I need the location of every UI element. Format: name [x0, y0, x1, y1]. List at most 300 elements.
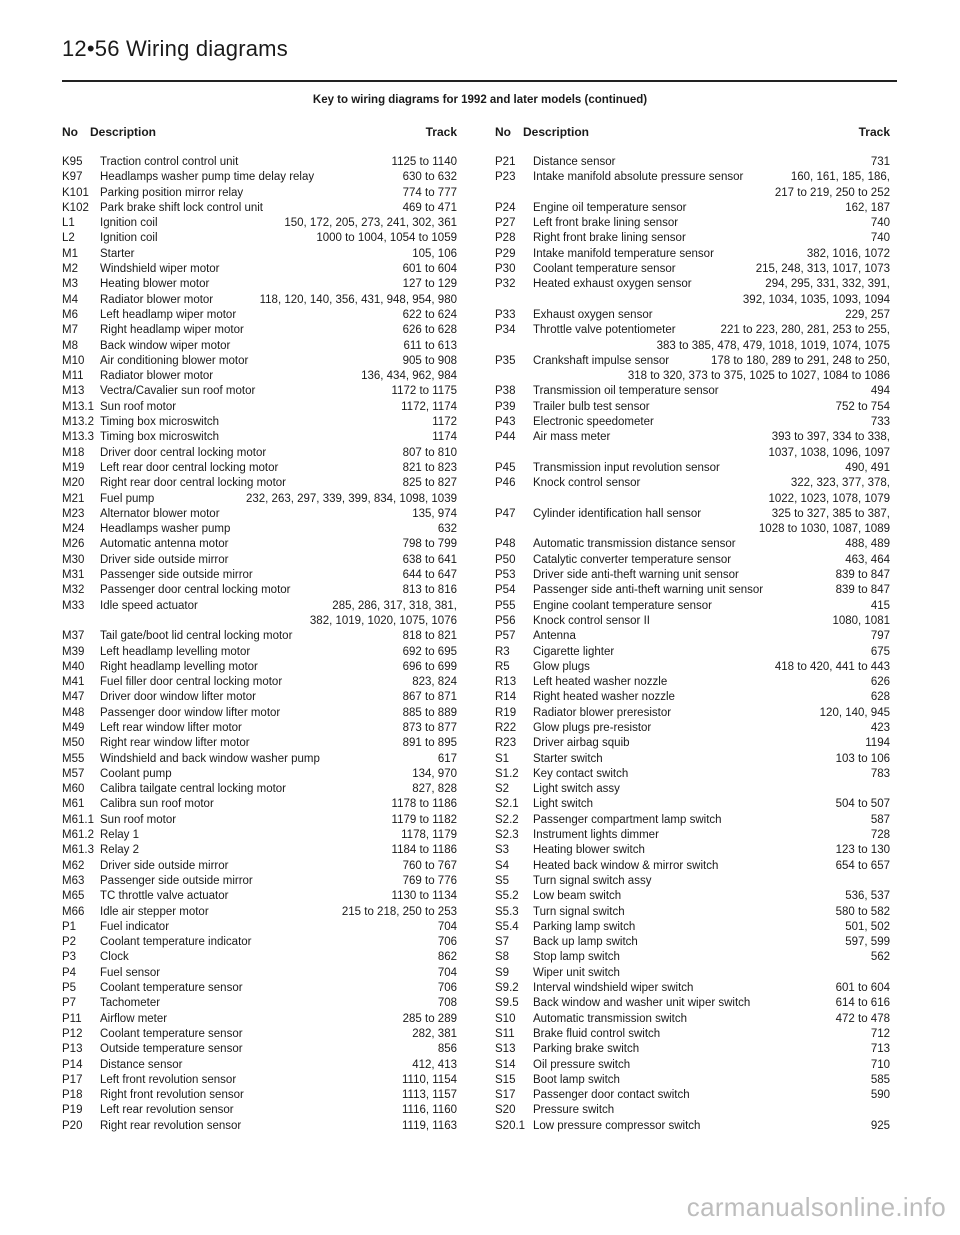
entry-no: M21	[62, 492, 85, 505]
entry-description: Passenger door contact switch	[533, 1089, 690, 1102]
list-item	[62, 446, 457, 461]
entry-no: M61.3	[62, 844, 94, 857]
entry-track: 712	[870, 1027, 890, 1040]
entry-track: 821 to 823	[402, 461, 457, 474]
entry-description: Right headlamp levelling motor	[100, 660, 258, 673]
list-item	[495, 323, 890, 354]
entry-track: 501, 502	[845, 920, 890, 933]
entry-track-continued: 1028 to 1030, 1087, 1089	[758, 523, 890, 536]
entry-no: P14	[62, 1058, 83, 1071]
entry-track: 797	[870, 630, 890, 643]
list-item	[62, 170, 457, 185]
entry-description: Key contact switch	[533, 767, 629, 780]
entry-no: M65	[62, 890, 85, 903]
entry-description: Headlamps washer pump time delay relay	[100, 171, 315, 184]
entry-no: P46	[495, 477, 516, 490]
list-item	[62, 308, 457, 323]
right-entry-list	[495, 155, 890, 1134]
entry-no: M61.2	[62, 829, 94, 842]
entry-track: 285, 286, 317, 318, 381,	[332, 599, 457, 612]
list-item	[495, 782, 890, 797]
entry-track: 423	[870, 721, 890, 734]
entry-description: Catalytic converter temperature sensor	[533, 553, 732, 566]
entry-track: 760 to 767	[402, 859, 457, 872]
entry-track: 713	[870, 1043, 890, 1056]
entry-no: P55	[495, 599, 516, 612]
entry-no: P1	[62, 920, 77, 933]
entry-no: M40	[62, 660, 85, 673]
entry-track: 905 to 908	[402, 354, 457, 367]
entry-track: 135, 974	[412, 507, 457, 520]
entry-track: 229, 257	[845, 308, 890, 321]
list-item	[495, 935, 890, 950]
list-item	[495, 1027, 890, 1042]
entry-no: S5.2	[495, 890, 519, 903]
list-item	[62, 231, 457, 246]
entry-description: Trailer bulb test sensor	[533, 400, 650, 413]
list-item	[62, 293, 457, 308]
entry-no: P4	[62, 966, 77, 979]
entry-description: Alternator blower motor	[100, 507, 220, 520]
entry-description: Left rear door central locking motor	[100, 461, 279, 474]
entry-description: Right front revolution sensor	[100, 1089, 244, 1102]
header-description: Description	[523, 125, 590, 139]
list-item	[62, 752, 457, 767]
entry-track: 873 to 877	[402, 721, 457, 734]
list-item	[62, 522, 457, 537]
list-item	[495, 920, 890, 935]
header-rule	[62, 80, 897, 82]
entry-no: S15	[495, 1073, 516, 1086]
entry-no: S2	[495, 783, 510, 796]
entry-description: Relay 1	[100, 829, 139, 842]
entry-description: Brake fluid control switch	[533, 1027, 661, 1040]
header-track: Track	[425, 125, 457, 139]
entry-description: Knock control sensor II	[533, 614, 650, 627]
entry-no: M63	[62, 874, 85, 887]
entry-no: P12	[62, 1027, 83, 1040]
entry-no: M10	[62, 354, 85, 367]
list-item	[62, 920, 457, 935]
entry-track: 839 to 847	[835, 569, 890, 582]
entry-description: Timing box microswitch	[100, 416, 220, 429]
entry-no: S2.1	[495, 798, 519, 811]
entry-track: 644 to 647	[402, 569, 457, 582]
entry-track: 891 to 895	[402, 737, 457, 750]
entry-track-continued: 382, 1019, 1020, 1075, 1076	[309, 614, 457, 627]
entry-no: K95	[62, 156, 83, 168]
page-number: 12•56	[62, 36, 120, 61]
list-item	[62, 859, 457, 874]
entry-track: 127 to 129	[402, 278, 457, 291]
entry-track: 103 to 106	[835, 752, 890, 765]
entry-track: 469 to 471	[402, 201, 457, 214]
entry-track: 733	[870, 416, 890, 429]
list-item	[62, 1119, 457, 1134]
list-item	[62, 675, 457, 690]
entry-track: 1080, 1081	[832, 614, 890, 627]
entry-description: Knock control sensor	[533, 477, 641, 490]
entry-track: 630 to 632	[402, 171, 457, 184]
list-item	[62, 645, 457, 660]
entry-no: R13	[495, 676, 517, 689]
entry-track: 178 to 180, 289 to 291, 248 to 250,	[710, 354, 890, 367]
entry-description: Idle air stepper motor	[100, 905, 209, 918]
entry-description: Outside temperature sensor	[100, 1043, 243, 1056]
entry-no: P33	[495, 308, 516, 321]
list-item	[495, 262, 890, 277]
entry-track: 710	[870, 1058, 890, 1071]
entry-description: Parking brake switch	[533, 1043, 640, 1056]
header-no: No	[495, 125, 511, 139]
entry-track: 704	[437, 920, 457, 933]
entry-description: Starter switch	[533, 752, 603, 765]
entry-no: M7	[62, 324, 78, 337]
list-item	[62, 782, 457, 797]
list-item	[495, 736, 890, 751]
entry-description: Tail gate/boot lid central locking motor	[100, 630, 293, 643]
left-entry-list	[62, 155, 457, 1134]
list-item	[495, 247, 890, 262]
list-item	[62, 599, 457, 630]
entry-no: M62	[62, 859, 85, 872]
entry-track: 587	[870, 813, 890, 826]
entry-track: 774 to 777	[402, 186, 457, 199]
entry-no: M4	[62, 293, 78, 306]
entry-no: R22	[495, 721, 517, 734]
entry-description: Crankshaft impulse sensor	[533, 354, 670, 367]
entry-description: Intake manifold temperature sensor	[533, 247, 714, 260]
list-item	[495, 629, 890, 644]
list-item	[495, 1103, 890, 1118]
entry-description: Intake manifold absolute pressure sensor	[533, 171, 744, 184]
entry-description: Calibra sun roof motor	[100, 798, 214, 811]
entry-description: Radiator blower motor	[100, 370, 214, 383]
entry-track-continued: 392, 1034, 1035, 1093, 1094	[742, 293, 890, 306]
entry-description: Stop lamp switch	[533, 951, 620, 964]
entry-no: S5.4	[495, 920, 519, 933]
list-item	[495, 1012, 890, 1027]
entry-track: 692 to 695	[402, 645, 457, 658]
entry-no: P54	[495, 584, 516, 597]
entry-track: 150, 172, 205, 273, 241, 302, 361	[284, 217, 457, 230]
entry-no: M48	[62, 706, 85, 719]
entry-description: Right heated washer nozzle	[533, 691, 675, 704]
list-item	[62, 843, 457, 858]
list-item	[495, 874, 890, 889]
entry-description: Heating blower motor	[100, 278, 210, 291]
entry-track: 1110, 1154	[402, 1073, 457, 1086]
entry-track-continued: 1037, 1038, 1096, 1097	[768, 446, 890, 459]
list-item	[62, 1027, 457, 1042]
list-item	[62, 323, 457, 338]
entry-no: S10	[495, 1012, 516, 1025]
entry-description: Coolant temperature sensor	[100, 1027, 243, 1040]
entry-description: Calibra tailgate central locking motor	[100, 783, 287, 796]
entry-track: 393 to 397, 334 to 338,	[771, 431, 890, 444]
entry-no: P35	[495, 354, 516, 367]
entry-description: Relay 2	[100, 844, 139, 857]
entry-description: Transmission oil temperature sensor	[533, 385, 719, 398]
list-item	[62, 813, 457, 828]
entry-track: 818 to 821	[402, 630, 457, 643]
entry-track: 134, 970	[412, 767, 457, 780]
entry-track: 472 to 478	[835, 1012, 890, 1025]
entry-track: 282, 381	[412, 1027, 457, 1040]
list-item	[62, 430, 457, 445]
entry-no: M41	[62, 676, 85, 689]
list-item	[495, 507, 890, 538]
column-header	[495, 125, 890, 155]
entry-track: 562	[870, 951, 890, 964]
entry-description: Exhaust oxygen sensor	[533, 308, 653, 321]
entry-description: Left headlamp levelling motor	[100, 645, 251, 658]
entry-no: S4	[495, 859, 510, 872]
list-item	[62, 476, 457, 491]
list-item	[62, 996, 457, 1011]
entry-no: K97	[62, 171, 83, 184]
entry-no: P50	[495, 553, 516, 566]
list-item	[62, 1088, 457, 1103]
entry-track: 1116, 1160	[402, 1104, 457, 1117]
entry-description: TC throttle valve actuator	[100, 890, 229, 903]
list-item	[62, 507, 457, 522]
entry-description: Heating blower switch	[533, 844, 645, 857]
list-item	[495, 170, 890, 201]
list-item	[495, 476, 890, 507]
list-item	[495, 767, 890, 782]
entry-track: 232, 263, 297, 339, 399, 834, 1098, 1039	[245, 492, 457, 505]
entry-track: 783	[870, 767, 890, 780]
entry-track: 285 to 289	[402, 1012, 457, 1025]
entry-description: Engine coolant temperature sensor	[533, 599, 712, 612]
entry-track: 807 to 810	[402, 446, 457, 459]
list-item	[495, 216, 890, 231]
entry-track: 626	[870, 676, 890, 689]
entry-description: Park brake shift lock control unit	[100, 201, 263, 214]
entry-track: 105, 106	[412, 247, 457, 260]
entry-no: L1	[62, 217, 75, 230]
entry-track: 322, 323, 377, 378,	[790, 477, 890, 490]
entry-no: M2	[62, 263, 78, 276]
entry-track: 597, 599	[845, 936, 890, 949]
entry-no: P17	[62, 1073, 83, 1086]
entry-track-continued: 383 to 385, 478, 479, 1018, 1019, 1074, 1075	[656, 339, 890, 352]
page-title: Wiring diagrams	[125, 36, 288, 61]
entry-no: M31	[62, 569, 85, 582]
entry-description: Tachometer	[100, 997, 161, 1010]
list-item	[495, 706, 890, 721]
entry-no: S20	[495, 1104, 516, 1117]
entry-description: Timing box microswitch	[100, 431, 220, 444]
entry-track: 1179 to 1182	[391, 813, 457, 826]
header-description: Description	[90, 125, 157, 139]
entry-description: Driver door window lifter motor	[100, 691, 256, 704]
entry-no: P3	[62, 951, 77, 964]
entry-no: S9	[495, 966, 510, 979]
entry-no: P18	[62, 1089, 83, 1102]
list-item	[62, 966, 457, 981]
entry-no: P34	[495, 324, 516, 337]
list-item	[62, 706, 457, 721]
list-item	[495, 675, 890, 690]
entry-no: M3	[62, 278, 78, 291]
entry-track: 825 to 827	[402, 477, 457, 490]
list-item	[495, 859, 890, 874]
list-item	[495, 583, 890, 598]
entry-no: M8	[62, 339, 78, 352]
entry-track: 160, 161, 185, 186,	[790, 171, 890, 184]
entry-description: Light switch	[533, 798, 594, 811]
list-item	[62, 690, 457, 705]
entry-track: 638 to 641	[402, 553, 457, 566]
entry-track: 585	[870, 1073, 890, 1086]
list-item	[495, 568, 890, 583]
entry-track: 675	[870, 645, 890, 658]
list-item	[62, 1042, 457, 1057]
list-item	[495, 690, 890, 705]
column-header	[62, 125, 457, 155]
entry-no: S2.2	[495, 813, 519, 826]
entry-track: 601 to 604	[835, 982, 890, 995]
list-item	[495, 981, 890, 996]
entry-description: Sun roof motor	[100, 400, 177, 413]
entry-track: 463, 464	[845, 553, 890, 566]
entry-no: M13.1	[62, 400, 94, 413]
entry-no: S8	[495, 951, 510, 964]
entry-no: P44	[495, 431, 516, 444]
list-item	[495, 461, 890, 476]
entry-no: R23	[495, 737, 517, 750]
entry-no: M11	[62, 370, 84, 383]
entry-description: Transmission input revolution sensor	[533, 461, 720, 474]
entry-no: S3	[495, 844, 510, 857]
list-item	[495, 384, 890, 399]
list-item	[62, 797, 457, 812]
list-item	[495, 645, 890, 660]
list-item	[62, 384, 457, 399]
entry-no: M57	[62, 767, 85, 780]
entry-track: 1113, 1157	[402, 1089, 457, 1102]
entry-description: Passenger door window lifter motor	[100, 706, 281, 719]
entry-track: 1174	[432, 431, 457, 444]
entry-no: P29	[495, 247, 516, 260]
list-item	[62, 354, 457, 369]
entry-description: Passenger compartment lamp switch	[533, 813, 722, 826]
entry-description: Fuel pump	[100, 492, 155, 505]
entry-description: Throttle valve potentiometer	[533, 324, 676, 337]
entry-no: M60	[62, 783, 85, 796]
right-column	[495, 125, 890, 1134]
entry-description: Parking lamp switch	[533, 920, 636, 933]
entry-track: 215, 248, 313, 1017, 1073	[755, 263, 890, 276]
list-item	[62, 277, 457, 292]
list-item	[495, 201, 890, 216]
entry-track: 221 to 223, 280, 281, 253 to 255,	[720, 324, 890, 337]
entry-track: 706	[437, 982, 457, 995]
entry-description: Boot lamp switch	[533, 1073, 620, 1086]
list-item	[495, 400, 890, 415]
entry-track: 769 to 776	[402, 874, 457, 887]
entry-description: Low beam switch	[533, 890, 622, 903]
entry-track: 601 to 604	[402, 263, 457, 276]
entry-no: M50	[62, 737, 85, 750]
entry-no: M66	[62, 905, 85, 918]
list-item	[495, 537, 890, 552]
entry-track: 696 to 699	[402, 660, 457, 673]
entry-no: M26	[62, 538, 85, 551]
entry-description: Vectra/Cavalier sun roof motor	[100, 385, 256, 398]
entry-track: 827, 828	[412, 783, 457, 796]
entry-track: 136, 434, 962, 984	[361, 370, 457, 383]
entry-description: Low pressure compressor switch	[533, 1119, 701, 1132]
entry-no: S7	[495, 936, 510, 949]
entry-no: M61	[62, 798, 85, 811]
list-item	[495, 905, 890, 920]
entry-no: K101	[62, 186, 89, 199]
list-item	[495, 752, 890, 767]
entry-track: 1125 to 1140	[391, 156, 457, 168]
list-item	[62, 736, 457, 751]
entry-description: Instrument lights dimmer	[533, 829, 659, 842]
entry-track: 731	[870, 156, 890, 168]
entry-track: 885 to 889	[402, 706, 457, 719]
list-item	[495, 1119, 890, 1134]
entry-description: Left headlamp wiper motor	[100, 308, 237, 321]
entry-track: 294, 295, 331, 332, 391,	[765, 278, 890, 291]
entry-no: S9.2	[495, 982, 519, 995]
entry-no: M20	[62, 477, 85, 490]
entry-description: Cigarette lighter	[533, 645, 615, 658]
entry-no: P38	[495, 385, 516, 398]
list-item	[495, 553, 890, 568]
entry-description: Fuel sensor	[100, 966, 161, 979]
list-item	[495, 354, 890, 385]
list-item	[62, 568, 457, 583]
entry-track: 382, 1016, 1072	[806, 247, 890, 260]
entry-description: Light switch assy	[533, 783, 620, 796]
entry-track-continued: 318 to 320, 373 to 375, 1025 to 1027, 1084 to 1086	[627, 370, 890, 383]
entry-track: 590	[870, 1089, 890, 1102]
entry-track: 632	[437, 523, 457, 536]
entry-no: P39	[495, 400, 516, 413]
entry-track: 1184 to 1186	[391, 844, 457, 857]
list-item	[62, 721, 457, 736]
entry-no: M1	[62, 247, 78, 260]
entry-description: Coolant pump	[100, 767, 172, 780]
entry-description: Left rear revolution sensor	[100, 1104, 234, 1117]
entry-no: M37	[62, 630, 85, 643]
entry-no: P13	[62, 1043, 83, 1056]
entry-description: Glow plugs	[533, 660, 590, 673]
entry-no: R14	[495, 691, 517, 704]
entry-no: M32	[62, 584, 85, 597]
entry-description: Back up lamp switch	[533, 936, 638, 949]
list-item	[495, 966, 890, 981]
entry-no: M24	[62, 523, 85, 536]
entry-track: 867 to 871	[402, 691, 457, 704]
entry-track: 622 to 624	[402, 308, 457, 321]
entry-description: Heated exhaust oxygen sensor	[533, 278, 692, 291]
entry-no: P21	[495, 156, 516, 168]
entry-no: P47	[495, 507, 516, 520]
entry-description: Distance sensor	[100, 1058, 183, 1071]
entry-description: Left front revolution sensor	[100, 1073, 237, 1086]
left-column	[62, 125, 457, 1134]
entry-description: Heated back window & mirror switch	[533, 859, 719, 872]
list-item	[495, 813, 890, 828]
entry-description: Air conditioning blower motor	[100, 354, 249, 367]
